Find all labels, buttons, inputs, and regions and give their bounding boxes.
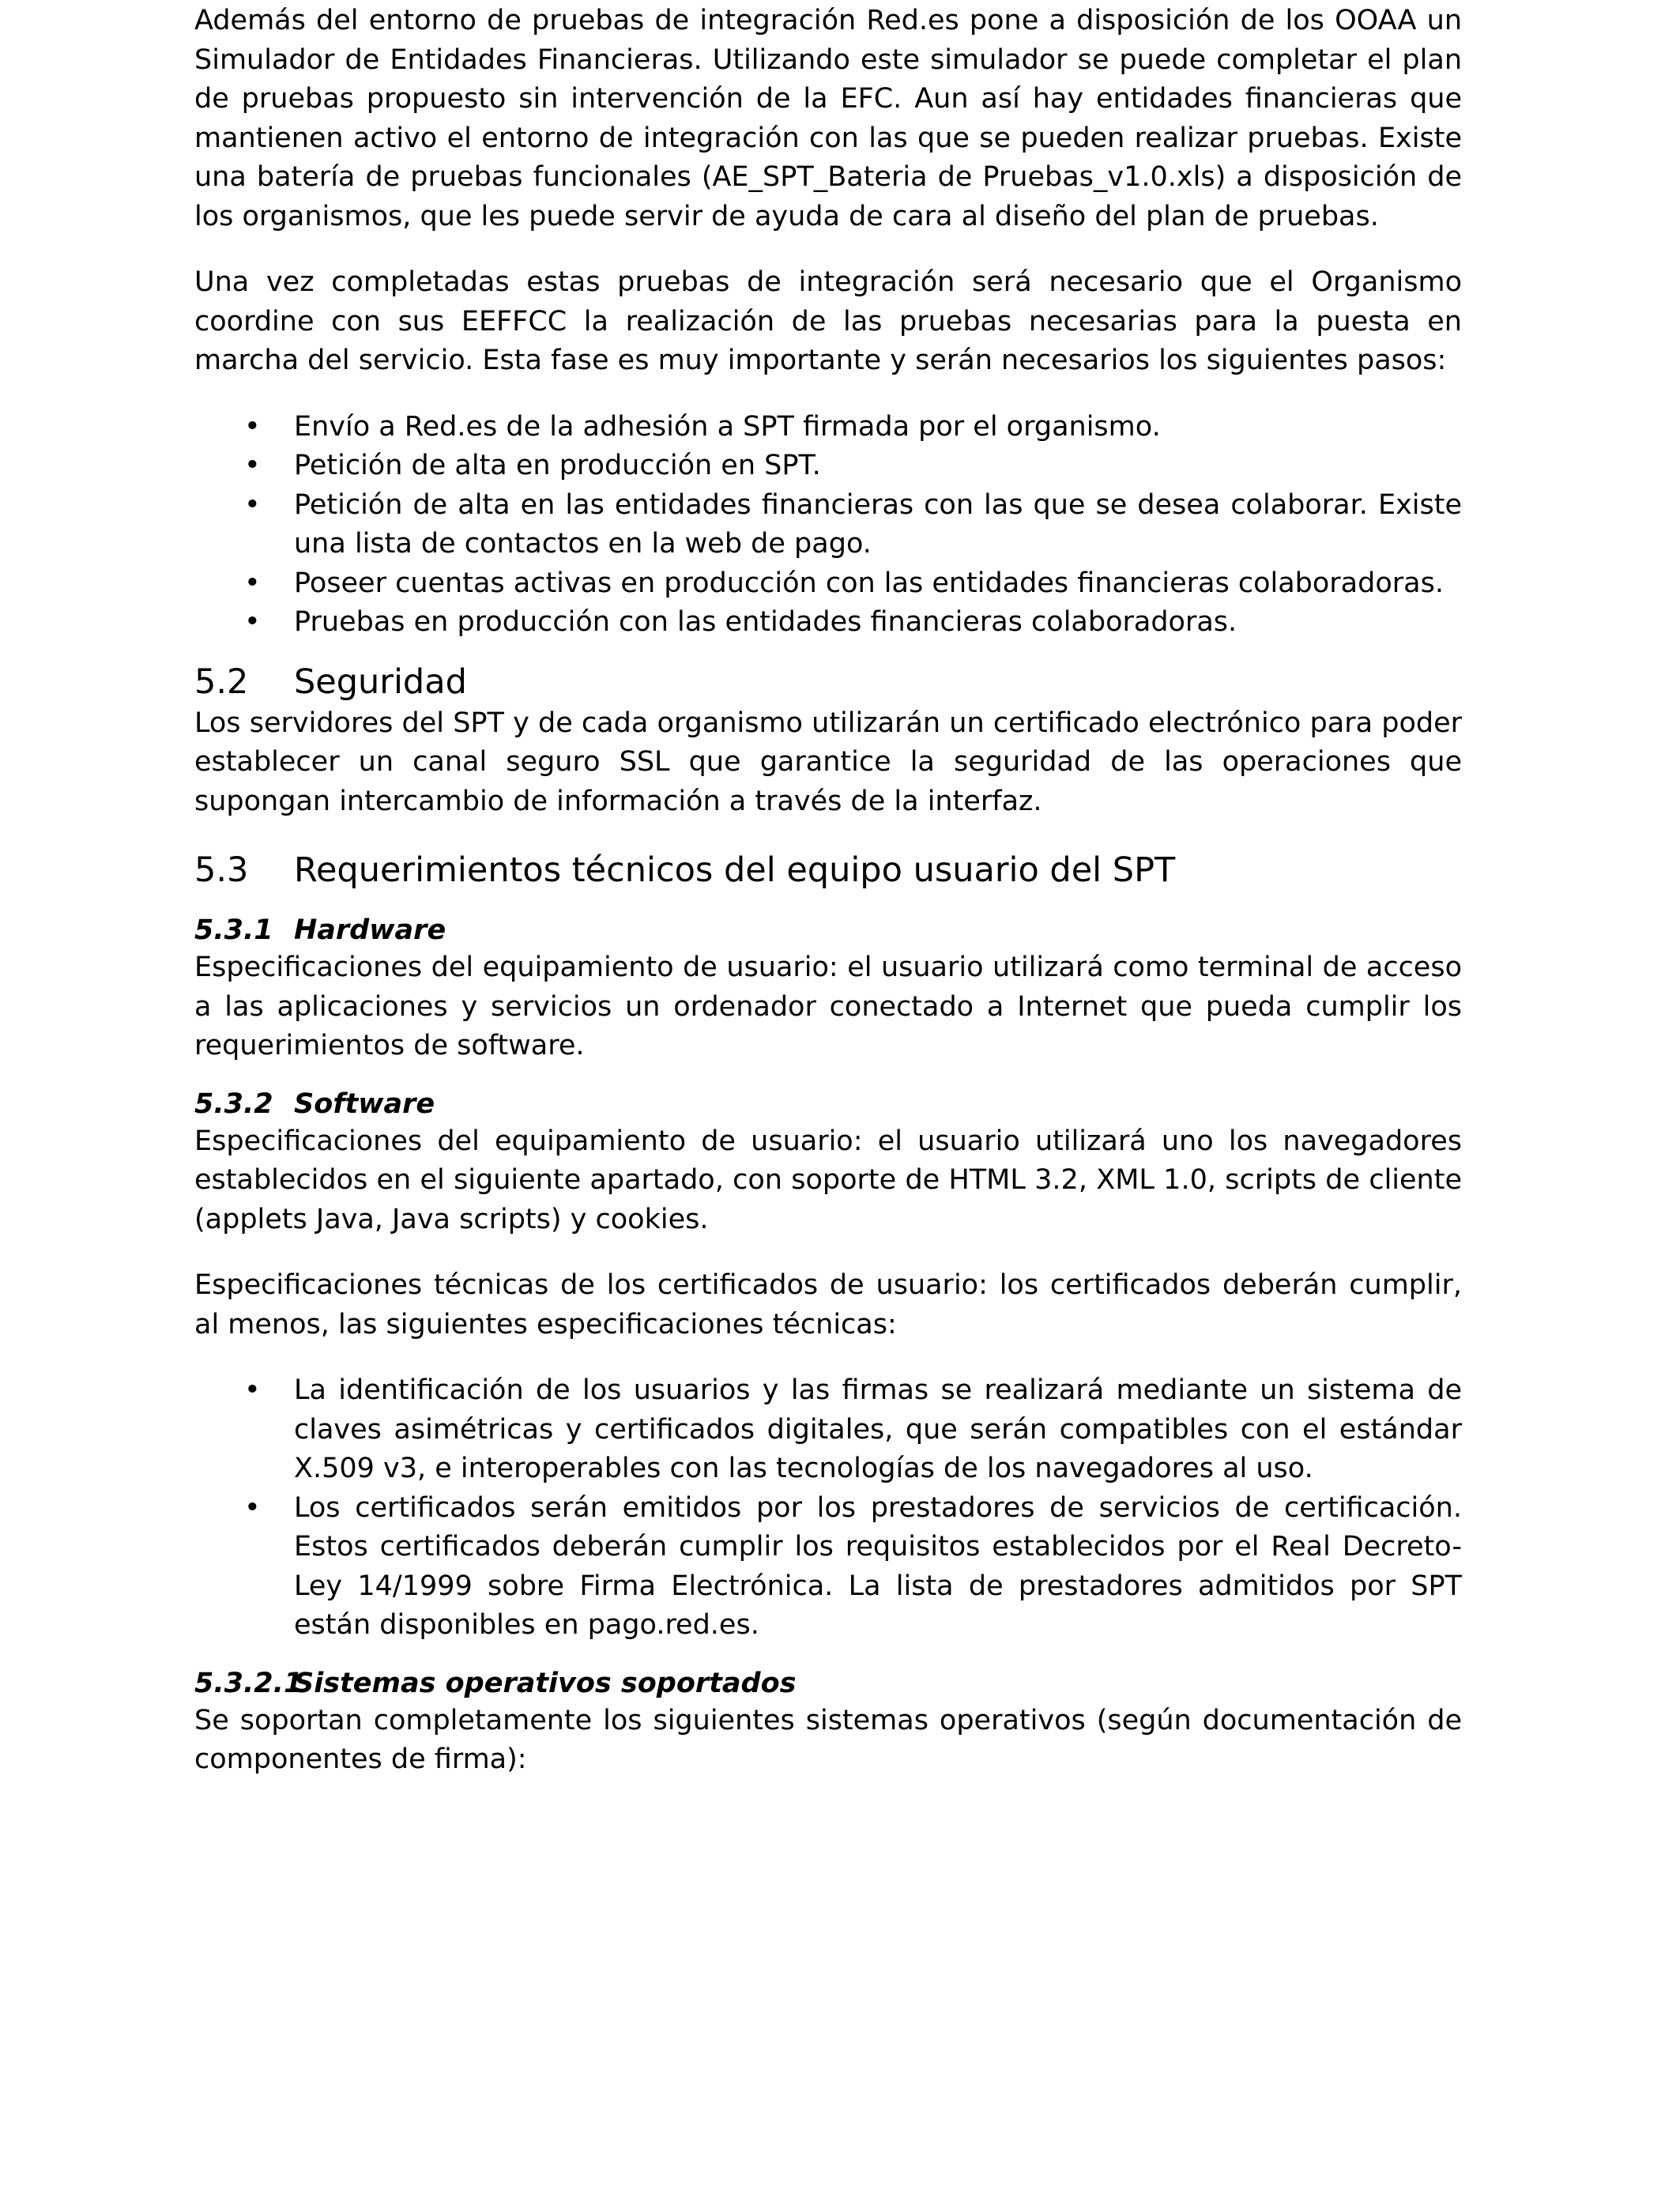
integration-steps-paragraph: Una vez completadas estas pruebas de integración será necesario que el Organismo coordine con sus EEFFCC la realización de las pruebas necesarias para la puesta en marcha del servicio. Esta fase es muy importante y serán necesarios los siguientes pasos: [194, 266, 1462, 376]
list-item [194, 1371, 1462, 1489]
subsection-number: 5.3.2 [194, 1088, 273, 1120]
list-item-text: Petición de alta en las entidades financieras con las que se desea colaborar. Existe una lista de contactos en la web de pago. [294, 488, 1462, 560]
seguridad-paragraph: Los servidores del SPT y de cada organismo utilizarán un certificado electrónico para poder establecer un canal seguro SSL que garantice la seguridad de las operaciones que supongan intercambio de información a través de la interfaz. [194, 707, 1462, 817]
hardware-paragraph: Especificaciones del equipamiento de usuario: el usuario utilizará como terminal de acceso a las aplicaciones y servicios un ordenador conectado a Internet que pueda cumplir los requerimientos de software. [194, 952, 1462, 1061]
list-item-text: Pruebas en producción con las entidades financieras colaboradoras. [294, 606, 1237, 638]
bullet-icon: • [244, 1491, 261, 1524]
subsection-number: 5.3.1 [194, 914, 273, 946]
page-content [194, 2, 1462, 1780]
bullet-icon: • [244, 488, 261, 521]
list-item [194, 564, 1462, 604]
list-item [194, 447, 1462, 486]
section-title: Seguridad [294, 662, 467, 702]
section-number: 5.2 [194, 662, 249, 702]
section-number: 5.3 [194, 850, 249, 890]
section-heading-seguridad [194, 660, 1462, 704]
list-item [194, 603, 1462, 643]
subsubsection-number: 5.3.2.1 [194, 1667, 303, 1699]
bullet-icon: • [244, 606, 261, 638]
certificate-specs-paragraph: Especificaciones técnicas de los certificados de usuario: los certificados deberán cumplir, al menos, las siguientes especificaciones técnicas: [194, 1269, 1462, 1340]
subsection-heading-software [194, 1087, 1462, 1122]
steps-list [194, 408, 1462, 643]
section-title: Requerimientos técnicos del equipo usuario del SPT [294, 850, 1176, 890]
subsection-title: Hardware [294, 914, 446, 946]
bullet-icon: • [244, 410, 261, 443]
list-item-text: Los certificados serán emitidos por los prestadores de servicios de certificación. Estos certificados deberán cumplir los requisitos establecidos por el Real Decreto-Ley 14/1999 sobre Firma Electrónica. La lista de prestadores admitidos por SPT están disponibles en pago.red.es. [294, 1491, 1462, 1641]
list-item-text: Petición de alta en producción en SPT. [294, 450, 821, 481]
list-item [194, 1489, 1462, 1646]
software-paragraph: Especificaciones del equipamiento de usuario: el usuario utilizará uno los navegadores establecidos en el siguiente apartado, con soporte de HTML 3.2, XML 1.0, scripts de cliente (applets Java, Java scripts) y cookies. [194, 1125, 1462, 1235]
subsubsection-title: Sistemas operativos soportados [294, 1667, 797, 1699]
bullet-icon: • [244, 1374, 261, 1406]
list-item [194, 408, 1462, 447]
list-item [194, 486, 1462, 564]
list-item-text: La identificación de los usuarios y las firmas se realizará mediante un sistema de claves asimétricas y certificados digitales, que serán compatibles con el estándar X.509 v3, e interoperables con las tecnologías de los navegadores al uso. [294, 1374, 1462, 1484]
list-item-text: Poseer cuentas activas en producción con las entidades financieras colaboradoras. [294, 567, 1444, 599]
subsubsection-heading-sistemas [194, 1666, 1462, 1702]
certificate-specs-list [194, 1371, 1462, 1646]
list-item-text: Envío a Red.es de la adhesión a SPT firmada por el organismo. [294, 410, 1161, 443]
section-heading-requerimientos [194, 848, 1462, 892]
subsection-title: Software [294, 1088, 435, 1120]
intro-paragraph: Además del entorno de pruebas de integración Red.es pone a disposición de los OOAA un Simulador de Entidades Financieras. Utilizando este simulador se puede completar el plan de pruebas propuesto sin intervención de la EFC. Aun así hay entidades financieras que mantienen activo el entorno de integración con las que se pueden realizar pruebas. Existe una batería de pruebas funcionales (AE_SPT_Bateria de Pruebas_v1.0.xls) a disposición de los organismos, que les puede servir de ayuda de cara al diseño del plan de pruebas. [194, 5, 1462, 232]
bullet-icon: • [244, 567, 261, 599]
sistemas-paragraph: Se soportan completamente los siguientes sistemas operativos (según documentación de componentes de firma): [194, 1704, 1462, 1775]
bullet-icon: • [244, 450, 261, 481]
subsection-heading-hardware [194, 913, 1462, 948]
